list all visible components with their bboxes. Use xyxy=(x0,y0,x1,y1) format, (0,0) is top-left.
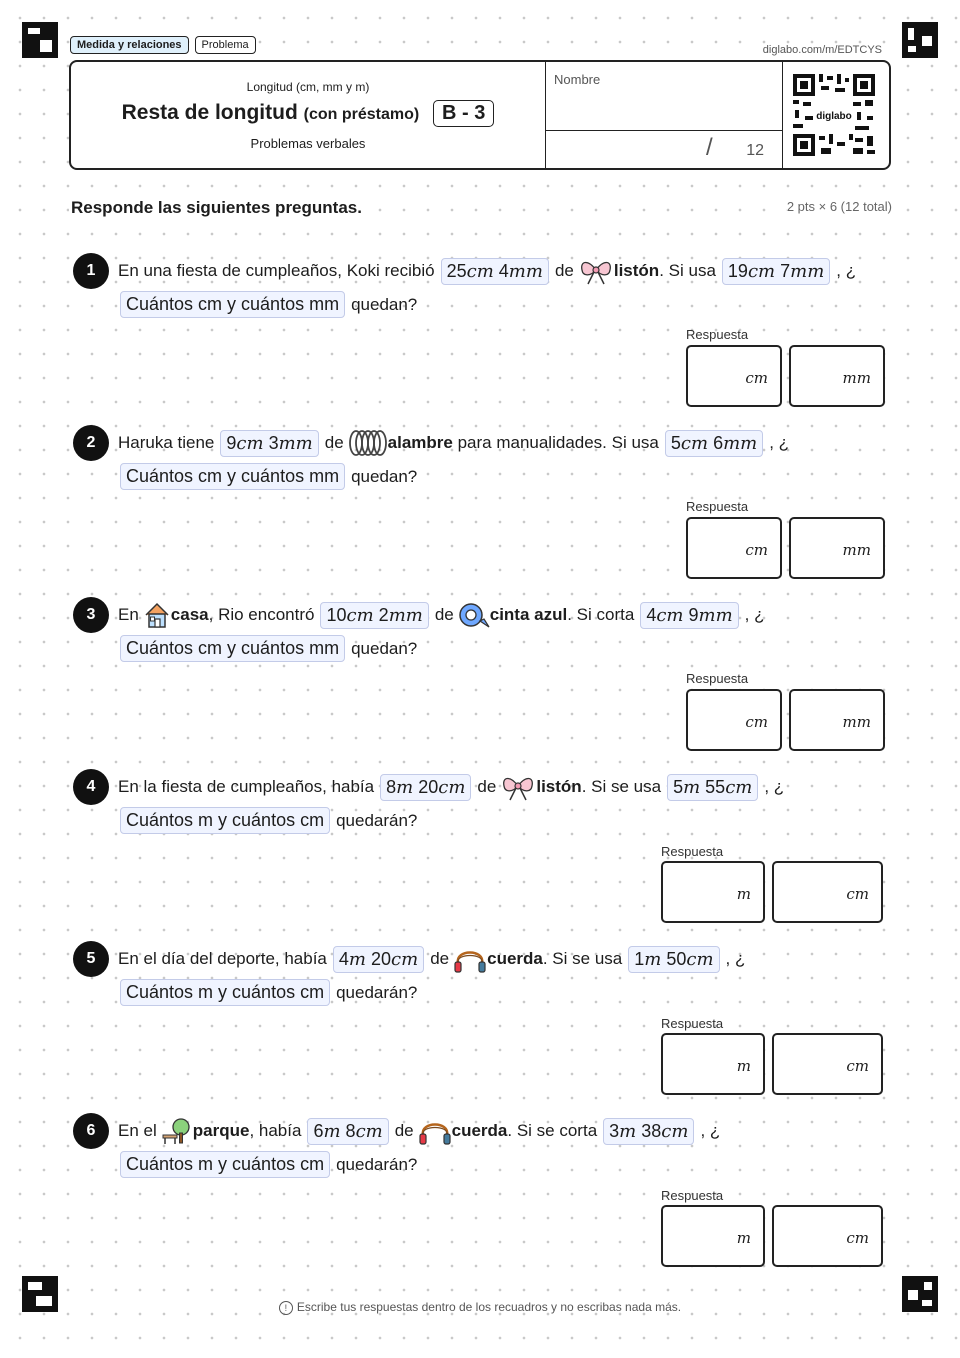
question-tail: quedarán? xyxy=(336,1154,418,1174)
ask-chip: Cuántos m y cuántos cm xyxy=(120,979,330,1006)
wire-coil-icon xyxy=(348,429,388,457)
question-ask xyxy=(120,635,417,662)
corner-marker-top-left xyxy=(22,22,58,58)
footer-note xyxy=(0,1300,960,1315)
ribbon-icon xyxy=(578,257,614,285)
answer-box-1[interactable]: m xyxy=(661,861,765,923)
question-intro: Haruka tiene xyxy=(118,433,215,452)
length-chip-b: 3m 38cm xyxy=(603,1118,694,1145)
length-chip-a: 6m 8cm xyxy=(307,1118,388,1145)
score-slash: / xyxy=(706,134,713,161)
item-name: alambre xyxy=(387,433,453,452)
question-number: 2 xyxy=(73,425,109,461)
points-info: 2 pts × 6 (12 total) xyxy=(786,199,892,214)
tape-roll-icon xyxy=(458,601,490,629)
question-number: 5 xyxy=(73,941,109,977)
question-intro: En una fiesta de cumpleaños, Koki recibió xyxy=(118,261,435,280)
question-middle: . Si usa xyxy=(659,261,716,280)
ask-chip: Cuántos m y cuántos cm xyxy=(120,807,330,834)
connector-text: de xyxy=(394,1121,414,1140)
answer-label: Respuesta xyxy=(686,499,749,514)
page-title-small: (con préstamo) xyxy=(303,106,420,124)
question-tail: quedan? xyxy=(351,638,418,658)
page-title-main: Resta de longitud xyxy=(121,101,298,125)
qr-code-icon[interactable] xyxy=(791,72,877,158)
question-text xyxy=(118,429,789,457)
question-ask xyxy=(120,1151,417,1178)
question-tail: quedan? xyxy=(351,294,418,314)
question-end: , ¿ xyxy=(700,1121,721,1140)
item-name: cuerda xyxy=(487,949,543,968)
answer-label: Respuesta xyxy=(661,844,724,859)
question-ask xyxy=(120,463,417,490)
name-label: Nombre xyxy=(554,72,601,87)
name-divider xyxy=(546,130,782,131)
jump-rope-icon xyxy=(453,945,487,973)
question-number: 4 xyxy=(73,769,109,805)
score-total: 12 xyxy=(746,142,764,159)
question-intro: En el día del deporte, había xyxy=(118,949,327,968)
answer-box-2[interactable]: cm xyxy=(772,1205,883,1267)
answer-box-1[interactable]: cm xyxy=(686,689,782,751)
question-middle: . Si se usa xyxy=(581,777,662,796)
item-name: cuerda xyxy=(451,1121,508,1140)
page-title xyxy=(71,100,545,127)
ask-chip: Cuántos m y cuántos cm xyxy=(120,1151,330,1178)
question-text xyxy=(118,945,745,973)
connector-text: de xyxy=(434,605,454,624)
question-end: , ¿ xyxy=(744,605,765,624)
ask-chip: Cuántos cm y cuántos mm xyxy=(120,463,345,490)
question-number: 6 xyxy=(73,1113,109,1149)
length-chip-a: 10cm 2mm xyxy=(320,602,428,629)
place-name: casa xyxy=(170,605,209,624)
question-text xyxy=(118,601,765,629)
question-middle: para manualidades. Si usa xyxy=(452,433,659,452)
jump-rope-icon xyxy=(418,1117,452,1145)
question-intro: En xyxy=(118,605,139,624)
park-tree-icon xyxy=(161,1117,193,1145)
question-ask xyxy=(120,807,417,834)
info-icon: ! xyxy=(279,1301,293,1315)
answer-label: Respuesta xyxy=(661,1188,724,1203)
question-tail: quedarán? xyxy=(336,982,418,1002)
header-subtitle: Longitud (cm, mm y m) xyxy=(246,80,370,94)
length-chip-b: 4cm 9mm xyxy=(640,602,738,629)
instructions: Responde las siguientes preguntas. xyxy=(71,198,362,217)
answer-label: Respuesta xyxy=(661,1016,724,1031)
length-chip-a: 4m 20cm xyxy=(333,946,424,973)
question-text xyxy=(118,257,856,285)
question-middle: . Si corta xyxy=(567,605,635,624)
answer-box-2[interactable]: mm xyxy=(789,517,885,579)
place-name: parque xyxy=(192,1121,250,1140)
answer-box-2[interactable]: mm xyxy=(789,345,885,407)
question-text xyxy=(118,773,784,801)
length-chip-b: 1m 50cm xyxy=(628,946,719,973)
tag-type: Problema xyxy=(195,36,256,54)
answer-box-2[interactable]: mm xyxy=(789,689,885,751)
header-title-area xyxy=(71,62,545,168)
answer-label: Respuesta xyxy=(686,327,749,342)
item-name: listón xyxy=(613,261,660,280)
question-middle: . Si se corta xyxy=(507,1121,598,1140)
question-intro: En el xyxy=(118,1121,157,1140)
question-end: , ¿ xyxy=(764,777,785,796)
length-chip-b: 5m 55cm xyxy=(667,774,758,801)
site-url[interactable]: diglabo.com/m/EDTCYS xyxy=(762,44,882,56)
ask-chip: Cuántos cm y cuántos mm xyxy=(120,635,345,662)
length-chip-b: 5cm 6mm xyxy=(665,430,763,457)
footer-text: Escribe tus respuestas dentro de los recuadros y no escribas nada más. xyxy=(296,1300,682,1314)
length-chip-a: 9cm 3mm xyxy=(220,430,318,457)
length-chip-a: 8m 20cm xyxy=(380,774,471,801)
ribbon-icon xyxy=(500,773,536,801)
length-chip-b: 19cm 7mm xyxy=(722,258,830,285)
connector-text: de xyxy=(324,433,344,452)
answer-box-1[interactable]: m xyxy=(661,1033,765,1095)
question-end: , ¿ xyxy=(769,433,790,452)
length-chip-a: 25cm 4mm xyxy=(441,258,549,285)
question-ask xyxy=(120,291,417,318)
tag-list xyxy=(70,36,256,54)
answer-box-2[interactable]: cm xyxy=(772,861,883,923)
qr-label: diglabo xyxy=(816,111,852,122)
question-tail: quedarán? xyxy=(336,810,418,830)
answer-box-1[interactable]: m xyxy=(661,1205,765,1267)
answer-box-1[interactable]: cm xyxy=(686,517,782,579)
question-intro: En la fiesta de cumpleaños, había xyxy=(118,777,375,796)
question-tail: quedan? xyxy=(351,466,418,486)
connector-text: de xyxy=(554,261,574,280)
question-number: 1 xyxy=(73,253,109,289)
header-description: Problemas verbales xyxy=(250,136,366,151)
connector-text: de xyxy=(477,777,497,796)
question-text xyxy=(118,1117,720,1145)
house-icon xyxy=(143,601,171,629)
corner-marker-top-right xyxy=(902,22,938,58)
question-number: 3 xyxy=(73,597,109,633)
worksheet-code: B - 3 xyxy=(433,100,494,127)
question-middle: . Si se usa xyxy=(542,949,623,968)
ask-chip: Cuántos cm y cuántos mm xyxy=(120,291,345,318)
answer-box-2[interactable]: cm xyxy=(772,1033,883,1095)
question-ask xyxy=(120,979,417,1006)
answer-box-1[interactable]: cm xyxy=(686,345,782,407)
item-name: cinta azul xyxy=(489,605,568,624)
name-score-area xyxy=(545,62,783,168)
connector-text: de xyxy=(430,949,450,968)
worksheet-header xyxy=(69,60,891,170)
question-intro-2: , había xyxy=(249,1121,302,1140)
question-intro-2: , Rio encontró xyxy=(208,605,315,624)
answer-label: Respuesta xyxy=(686,671,749,686)
question-end: , ¿ xyxy=(836,261,857,280)
question-end: , ¿ xyxy=(725,949,746,968)
tag-category: Medida y relaciones xyxy=(70,36,189,54)
item-name: listón xyxy=(536,777,582,796)
